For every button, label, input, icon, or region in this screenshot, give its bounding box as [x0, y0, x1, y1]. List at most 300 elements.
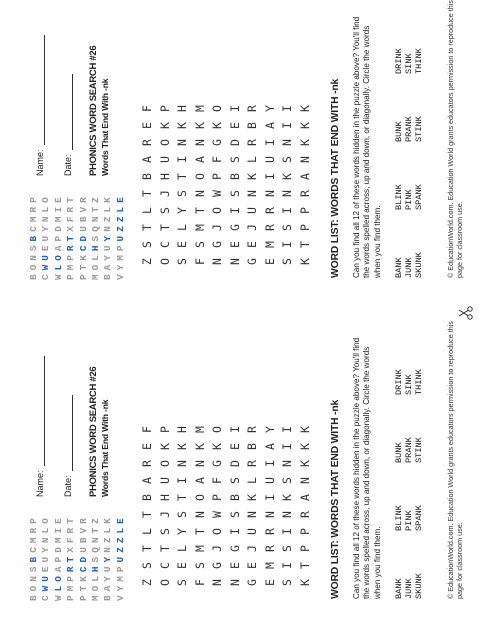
grid-letter[interactable]: L — [175, 224, 189, 231]
logo-letter: A — [52, 241, 64, 252]
logo-letter: Z — [114, 212, 126, 223]
grid-letter[interactable]: J — [157, 190, 172, 197]
grid-letter[interactable]: I — [280, 105, 294, 112]
grid-letter[interactable]: A — [140, 477, 154, 484]
grid-letter[interactable]: R — [140, 139, 154, 146]
grid-letter[interactable]: E — [175, 241, 189, 248]
logo-letter: N — [102, 222, 114, 232]
logo-letter: R — [65, 241, 77, 252]
grid-letter[interactable]: K — [280, 173, 294, 180]
grid-letter[interactable]: J — [245, 224, 259, 231]
grid-letter[interactable]: B — [245, 443, 259, 450]
grid-letter[interactable]: C — [157, 562, 172, 569]
grid-letter[interactable]: R — [297, 190, 312, 197]
logo-letter: R — [65, 523, 77, 534]
logo-letter: B — [28, 231, 39, 242]
logo-letter: N — [89, 212, 101, 223]
grid-letter[interactable]: K — [175, 122, 189, 129]
grid-letter[interactable]: S — [227, 477, 242, 484]
grid-letter[interactable]: T — [192, 528, 207, 535]
date-field[interactable] — [62, 74, 73, 176]
grid-letter[interactable]: N — [192, 511, 207, 518]
grid-letter[interactable]: N — [245, 511, 259, 518]
grid-letter[interactable]: R — [297, 511, 312, 518]
grid-letter[interactable]: F — [192, 579, 207, 586]
grid-letter[interactable]: O — [157, 460, 172, 467]
grid-letter[interactable]: K — [245, 494, 259, 501]
grid-letter[interactable]: A — [192, 477, 207, 484]
grid-letter[interactable]: P — [157, 426, 172, 433]
grid-letter[interactable]: S — [157, 528, 172, 535]
grid-letter[interactable]: L — [245, 477, 259, 484]
logo-letter: R — [77, 193, 89, 203]
grid-letter[interactable]: U — [262, 156, 277, 163]
grid-letter[interactable]: S — [175, 258, 189, 265]
grid-letter[interactable]: N — [280, 511, 294, 518]
logo-letter: C — [77, 241, 89, 252]
grid-letter[interactable]: I — [227, 426, 242, 433]
grid-letter[interactable]: B — [140, 173, 154, 180]
grid-letter[interactable]: K — [192, 122, 207, 129]
logo-letter: H — [89, 241, 101, 252]
grid-letter[interactable]: A — [297, 494, 312, 501]
grid-letter[interactable]: U — [245, 528, 259, 535]
grid-letter[interactable]: G — [210, 241, 224, 248]
grid-letter[interactable]: H — [157, 494, 172, 501]
logo-letter: T — [65, 193, 77, 203]
grid-letter[interactable]: I — [227, 105, 242, 112]
grid-letter[interactable]: K — [297, 443, 312, 450]
grid-letter[interactable]: I — [262, 460, 277, 467]
grid-letter[interactable]: L — [245, 156, 259, 163]
grid-letter[interactable]: N — [262, 511, 277, 518]
grid-letter[interactable]: G — [245, 258, 259, 265]
grid-letter[interactable]: E — [175, 562, 189, 569]
grid-letter[interactable]: Z — [140, 579, 154, 586]
word-item: SINK — [404, 53, 414, 74]
copyright-notice: © EducationWorld.com. Education World grants educators permission to reproduce this page for classroom use. — [446, 321, 465, 599]
word-list-column — [394, 437, 424, 463]
grid-letter[interactable]: R — [245, 460, 259, 467]
logo-letter: S — [89, 231, 101, 242]
grid-letter[interactable]: P — [210, 173, 224, 180]
grid-letter[interactable]: I — [280, 241, 294, 248]
word-item: STINK — [414, 116, 424, 142]
grid-letter[interactable]: G — [245, 579, 259, 586]
grid-letter[interactable]: S — [280, 258, 294, 265]
logo-letter: P — [65, 591, 77, 601]
logo-letter: V — [77, 202, 89, 213]
grid-letter[interactable]: N — [175, 139, 189, 146]
grid-letter[interactable]: K — [210, 122, 224, 129]
logo-letter: Z — [114, 543, 126, 553]
logo-letter: I — [52, 523, 64, 534]
logo-letter: M — [89, 270, 101, 280]
logo-letter: B — [102, 270, 114, 280]
grid-letter[interactable]: A — [192, 156, 207, 163]
word-item: SPANK — [414, 184, 424, 210]
grid-letter[interactable]: S — [227, 190, 242, 197]
grid-letter[interactable]: R — [140, 460, 154, 467]
logo-letter: P — [114, 562, 126, 573]
grid-letter[interactable]: I — [280, 207, 294, 214]
grid-letter[interactable]: U — [157, 477, 172, 484]
grid-letter[interactable]: P — [210, 494, 224, 501]
grid-letter[interactable]: N — [297, 156, 312, 163]
name-field[interactable] — [34, 35, 45, 176]
logo-letter: C — [28, 543, 39, 553]
grid-letter[interactable]: R — [262, 224, 277, 231]
grid-letter[interactable]: T — [157, 545, 172, 552]
grid-letter[interactable]: N — [210, 579, 224, 586]
grid-letter[interactable]: L — [140, 528, 154, 535]
grid-letter[interactable]: K — [297, 426, 312, 433]
grid-letter[interactable]: N — [297, 477, 312, 484]
logo-letter: K — [102, 514, 114, 524]
grid-letter[interactable]: N — [210, 258, 224, 265]
logo-letter: P — [65, 251, 77, 261]
grid-letter[interactable]: T — [175, 173, 189, 180]
grid-letter[interactable]: M — [192, 545, 207, 552]
grid-letter[interactable]: R — [245, 426, 259, 433]
grid-letter[interactable]: C — [157, 241, 172, 248]
logo-letter: Y — [102, 552, 114, 563]
logo-letter: L — [89, 572, 101, 582]
grid-letter[interactable]: B — [227, 173, 242, 180]
grid-letter[interactable]: S — [280, 156, 294, 163]
logo-letter: R — [28, 202, 39, 213]
grid-letter[interactable]: S — [280, 579, 294, 586]
grid-letter[interactable]: N — [227, 258, 242, 265]
grid-letter[interactable]: N — [192, 139, 207, 146]
grid-letter[interactable]: D — [227, 460, 242, 467]
grid-letter[interactable]: N — [262, 190, 277, 197]
grid-letter[interactable]: S — [192, 241, 207, 248]
grid-letter[interactable]: O — [210, 207, 224, 214]
grid-row — [263, 100, 281, 270]
grid-letter[interactable]: Y — [175, 528, 189, 535]
logo-letter: N — [28, 251, 39, 261]
grid-letter[interactable]: M — [262, 562, 277, 569]
grid-letter[interactable]: T — [140, 190, 154, 197]
logo-row — [65, 505, 77, 601]
word-list-column — [394, 369, 424, 395]
grid-letter[interactable]: F — [210, 156, 224, 163]
logo-letter: B — [28, 591, 39, 601]
grid-letter[interactable]: E — [245, 241, 259, 248]
logo-letter: M — [28, 212, 39, 223]
grid-letter[interactable]: K — [297, 258, 312, 265]
logo-letter: B — [102, 591, 114, 601]
logo-letter: T — [65, 514, 77, 524]
logo-letter: E — [40, 241, 52, 252]
grid-letter[interactable]: R — [262, 545, 277, 552]
logo-letter: N — [40, 212, 52, 223]
grid-letter[interactable]: P — [297, 207, 312, 214]
scissors-icon — [458, 305, 474, 321]
grid-letter[interactable]: A — [262, 122, 277, 129]
grid-letter[interactable]: N — [192, 190, 207, 197]
grid-letter[interactable]: G — [210, 139, 224, 146]
grid-row — [280, 421, 298, 591]
name-field[interactable] — [34, 356, 45, 497]
logo-letter: T — [65, 231, 77, 242]
logo-letter: L — [114, 202, 126, 213]
grid-letter[interactable]: S — [280, 477, 294, 484]
grid-letter[interactable]: G — [227, 224, 242, 231]
logo-letter: Q — [89, 543, 101, 553]
grid-letter[interactable]: O — [210, 528, 224, 535]
logo-letter: Y — [40, 543, 52, 553]
grid-letter[interactable]: E — [140, 443, 154, 450]
word-list-heading: WORD LIST: WORDS THAT END WITH -nk — [330, 78, 341, 278]
grid-letter[interactable]: I — [227, 207, 242, 214]
grid-letter[interactable]: T — [192, 207, 207, 214]
grid-letter[interactable]: E — [245, 562, 259, 569]
grid-letter[interactable]: E — [262, 579, 277, 586]
grid-letter[interactable]: B — [140, 494, 154, 501]
grid-letter[interactable]: R — [262, 207, 277, 214]
grid-letter[interactable]: J — [210, 545, 224, 552]
grid-letter[interactable]: L — [140, 207, 154, 214]
logo-letter: E — [114, 514, 126, 524]
grid-row — [210, 100, 228, 270]
grid-letter[interactable]: U — [262, 477, 277, 484]
grid-letter[interactable]: I — [227, 528, 242, 535]
grid-letter[interactable]: N — [280, 460, 294, 467]
grid-letter[interactable]: K — [245, 173, 259, 180]
grid-letter[interactable]: F — [210, 477, 224, 484]
grid-letter[interactable]: H — [175, 105, 189, 112]
grid-letter[interactable]: I — [175, 477, 189, 484]
grid-letter[interactable]: S — [280, 224, 294, 231]
grid-letter[interactable]: A — [140, 156, 154, 163]
date-label: Date: — [63, 154, 73, 176]
grid-letter[interactable]: B — [227, 494, 242, 501]
grid-letter[interactable]: K — [175, 443, 189, 450]
grid-letter[interactable]: K — [157, 122, 172, 129]
grid-row — [158, 100, 176, 270]
logo-letter: B — [28, 270, 39, 280]
grid-letter[interactable]: T — [140, 545, 154, 552]
grid-letter[interactable]: M — [192, 426, 207, 433]
grid-letter[interactable]: N — [245, 190, 259, 197]
grid-letter[interactable]: O — [192, 494, 207, 501]
grid-letter[interactable]: I — [280, 528, 294, 535]
grid-letter[interactable]: K — [297, 460, 312, 467]
grid-letter[interactable]: R — [262, 528, 277, 535]
logo-letter: A — [102, 260, 114, 271]
grid-letter[interactable]: K — [297, 139, 312, 146]
grid-letter[interactable]: U — [157, 156, 172, 163]
grid-letter[interactable]: K — [157, 443, 172, 450]
name-underline[interactable] — [34, 35, 45, 145]
grid-letter[interactable]: N — [192, 460, 207, 467]
puzzle-logo — [28, 505, 127, 601]
date-field[interactable] — [62, 395, 73, 497]
logo-letter: N — [102, 543, 114, 553]
grid-letter[interactable]: T — [175, 494, 189, 501]
grid-letter[interactable]: G — [210, 562, 224, 569]
logo-letter: W — [52, 591, 64, 601]
logo-letter: V — [114, 270, 126, 280]
logo-letter: E — [52, 514, 64, 524]
grid-letter[interactable]: I — [280, 122, 294, 129]
logo-letter: V — [77, 523, 89, 534]
logo-letter: M — [28, 533, 39, 544]
logo-letter: O — [89, 260, 101, 271]
grid-letter[interactable]: Y — [262, 105, 277, 112]
grid-letter[interactable]: S — [175, 579, 189, 586]
logo-letter: Y — [102, 251, 114, 261]
grid-letter[interactable]: J — [210, 224, 224, 231]
grid-letter[interactable]: R — [245, 139, 259, 146]
grid-letter[interactable]: F — [140, 426, 154, 433]
grid-letter[interactable]: I — [262, 139, 277, 146]
grid-letter[interactable]: S — [280, 545, 294, 552]
logo-letter: N — [89, 533, 101, 544]
grid-letter[interactable]: D — [227, 139, 242, 146]
grid-letter[interactable]: F — [192, 258, 207, 265]
grid-letter[interactable]: N — [227, 579, 242, 586]
grid-letter[interactable]: E — [227, 241, 242, 248]
date-underline[interactable] — [62, 74, 73, 150]
worksheet-subtitle: Words That End With -nk — [100, 78, 110, 176]
word-item: JUNK — [404, 257, 414, 278]
grid-letter[interactable]: J — [157, 511, 172, 518]
grid-letter[interactable]: E — [227, 562, 242, 569]
grid-row — [298, 421, 316, 591]
grid-letter[interactable]: L — [175, 545, 189, 552]
grid-letter[interactable]: P — [297, 528, 312, 535]
logo-letter: K — [102, 193, 114, 203]
grid-letter[interactable]: K — [210, 443, 224, 450]
grid-letter[interactable]: M — [192, 105, 207, 112]
logo-letter: R — [28, 523, 39, 534]
logo-letter: Z — [102, 533, 114, 544]
logo-letter: T — [89, 202, 101, 213]
grid-letter[interactable]: K — [297, 105, 312, 112]
grid-letter[interactable]: O — [210, 426, 224, 433]
word-item: PRANK — [404, 116, 414, 142]
grid-letter[interactable]: R — [245, 105, 259, 112]
grid-letter[interactable]: O — [157, 139, 172, 146]
grid-letter[interactable]: T — [140, 511, 154, 518]
grid-letter[interactable]: S — [175, 511, 189, 518]
grid-letter[interactable]: H — [157, 173, 172, 180]
grid-letter[interactable]: F — [140, 105, 154, 112]
word-search-grid — [140, 421, 315, 591]
grid-letter[interactable]: I — [280, 562, 294, 569]
logo-letter: S — [28, 562, 39, 573]
grid-letter[interactable]: E — [140, 122, 154, 129]
grid-letter[interactable]: O — [192, 173, 207, 180]
grid-letter[interactable]: K — [297, 122, 312, 129]
word-item: THINK — [414, 369, 424, 395]
grid-letter[interactable]: T — [140, 224, 154, 231]
logo-letter: U — [40, 251, 52, 261]
date-underline[interactable] — [62, 395, 73, 471]
logo-row — [115, 184, 127, 280]
logo-letter: O — [89, 581, 101, 592]
grid-letter[interactable]: O — [210, 105, 224, 112]
grid-row — [140, 100, 158, 270]
logo-letter: R — [65, 562, 77, 573]
grid-letter[interactable]: T — [157, 224, 172, 231]
name-underline[interactable] — [34, 356, 45, 466]
logo-letter: I — [52, 202, 64, 213]
grid-letter[interactable]: T — [297, 241, 312, 248]
grid-letter[interactable]: E — [227, 443, 242, 450]
grid-letter[interactable]: P — [297, 224, 312, 231]
grid-letter[interactable]: O — [157, 579, 172, 586]
grid-letter[interactable]: A — [297, 173, 312, 180]
grid-letter[interactable]: E — [227, 122, 242, 129]
grid-letter[interactable]: A — [262, 443, 277, 450]
grid-letter[interactable]: I — [280, 426, 294, 433]
logo-letter: C — [40, 270, 52, 280]
grid-letter[interactable]: I — [175, 156, 189, 163]
grid-letter[interactable]: I — [262, 494, 277, 501]
grid-letter[interactable]: O — [157, 258, 172, 265]
logo-row — [28, 505, 40, 601]
grid-letter[interactable]: N — [175, 460, 189, 467]
grid-letter[interactable]: M — [192, 224, 207, 231]
grid-letter[interactable]: Y — [175, 207, 189, 214]
logo-letter: P — [52, 231, 64, 242]
grid-letter[interactable]: W — [210, 511, 224, 518]
grid-letter[interactable]: B — [245, 122, 259, 129]
grid-letter[interactable]: S — [140, 562, 154, 569]
grid-letter[interactable]: E — [262, 258, 277, 265]
grid-letter[interactable]: N — [280, 139, 294, 146]
logo-letter: U — [114, 552, 126, 563]
grid-letter[interactable]: W — [210, 190, 224, 197]
grid-letter[interactable]: S — [140, 241, 154, 248]
grid-letter[interactable]: K — [192, 443, 207, 450]
grid-letter[interactable]: K — [280, 494, 294, 501]
logo-letter: Z — [114, 533, 126, 544]
grid-letter[interactable]: I — [262, 173, 277, 180]
word-item: THINK — [414, 48, 424, 74]
grid-letter[interactable]: K — [297, 579, 312, 586]
grid-letter[interactable]: S — [175, 190, 189, 197]
logo-letter: U — [114, 231, 126, 242]
logo-letter: O — [52, 251, 64, 261]
grid-letter[interactable]: U — [245, 207, 259, 214]
logo-letter: S — [28, 241, 39, 252]
grid-letter[interactable]: S — [227, 511, 242, 518]
grid-letter[interactable]: G — [210, 460, 224, 467]
logo-letter: Z — [102, 212, 114, 223]
grid-letter[interactable]: S — [227, 156, 242, 163]
grid-letter[interactable]: G — [227, 545, 242, 552]
grid-letter[interactable]: S — [192, 562, 207, 569]
grid-letter[interactable]: I — [280, 443, 294, 450]
grid-letter[interactable]: N — [280, 190, 294, 197]
grid-letter[interactable]: H — [175, 426, 189, 433]
grid-letter[interactable]: T — [297, 562, 312, 569]
logo-letter: U — [40, 231, 52, 242]
grid-letter[interactable]: Z — [140, 258, 154, 265]
grid-letter[interactable]: J — [245, 545, 259, 552]
grid-letter[interactable]: Y — [262, 426, 277, 433]
logo-letter: X — [65, 222, 77, 232]
grid-letter[interactable]: P — [157, 105, 172, 112]
grid-letter[interactable]: M — [262, 241, 277, 248]
grid-letter[interactable]: S — [157, 207, 172, 214]
grid-letter[interactable]: P — [297, 545, 312, 552]
